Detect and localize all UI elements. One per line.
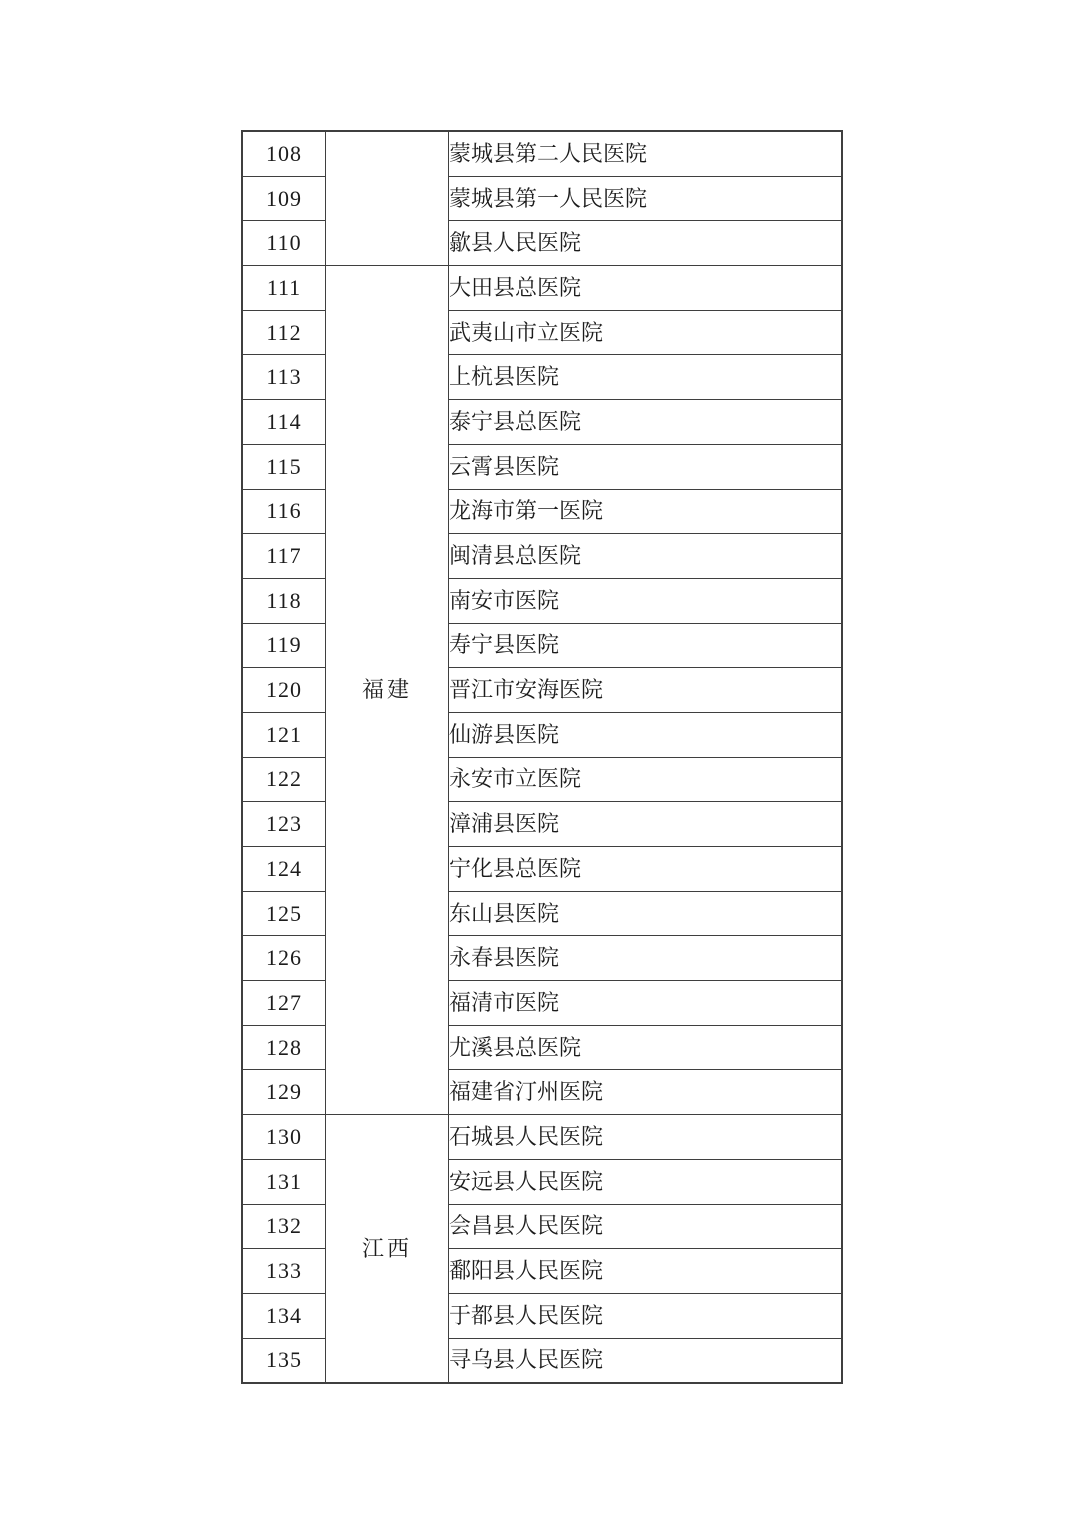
- hospital-name-cell: 泰宁县总医院: [449, 400, 843, 445]
- row-number-cell: 115: [242, 444, 326, 489]
- row-number-cell: 120: [242, 668, 326, 713]
- hospital-name-cell: 仙游县医院: [449, 712, 843, 757]
- row-number-cell: 112: [242, 310, 326, 355]
- row-number-cell: 117: [242, 534, 326, 579]
- hospital-name-cell: 寿宁县医院: [449, 623, 843, 668]
- hospital-name-cell: 蒙城县第一人民医院: [449, 176, 843, 221]
- hospital-name-cell: 鄱阳县人民医院: [449, 1249, 843, 1294]
- row-number-cell: 121: [242, 712, 326, 757]
- row-number-cell: 109: [242, 176, 326, 221]
- hospital-name-cell: 福清市医院: [449, 981, 843, 1026]
- hospital-name-cell: 安远县人民医院: [449, 1159, 843, 1204]
- row-number-cell: 128: [242, 1025, 326, 1070]
- row-number-cell: 127: [242, 981, 326, 1026]
- province-cell: [326, 131, 449, 266]
- hospital-name-cell: 武夷山市立医院: [449, 310, 843, 355]
- row-number-cell: 116: [242, 489, 326, 534]
- hospital-name-cell: 寻乌县人民医院: [449, 1338, 843, 1383]
- row-number-cell: 132: [242, 1204, 326, 1249]
- hospital-name-cell: 上杭县医院: [449, 355, 843, 400]
- hospital-name-cell: 福建省汀州医院: [449, 1070, 843, 1115]
- hospital-name-cell: 永春县医院: [449, 936, 843, 981]
- hospital-name-cell: 歙县人民医院: [449, 221, 843, 266]
- hospital-name-cell: 漳浦县医院: [449, 802, 843, 847]
- hospital-table-body: [242, 131, 842, 1383]
- hospital-name-cell: 宁化县总医院: [449, 847, 843, 892]
- row-number-cell: 114: [242, 400, 326, 445]
- hospital-name-cell: 于都县人民医院: [449, 1293, 843, 1338]
- province-cell: 江西: [326, 1115, 449, 1384]
- table-row: [242, 1115, 842, 1160]
- hospital-name-cell: 蒙城县第二人民医院: [449, 131, 843, 176]
- hospital-name-cell: 会昌县人民医院: [449, 1204, 843, 1249]
- hospital-name-cell: 云霄县医院: [449, 444, 843, 489]
- row-number-cell: 119: [242, 623, 326, 668]
- row-number-cell: 118: [242, 578, 326, 623]
- hospital-name-cell: 大田县总医院: [449, 266, 843, 311]
- row-number-cell: 129: [242, 1070, 326, 1115]
- hospital-table: [241, 130, 843, 1384]
- row-number-cell: 130: [242, 1115, 326, 1160]
- row-number-cell: 131: [242, 1159, 326, 1204]
- hospital-name-cell: 尤溪县总医院: [449, 1025, 843, 1070]
- hospital-name-cell: 南安市医院: [449, 578, 843, 623]
- table-row: [242, 266, 842, 311]
- hospital-name-cell: 晋江市安海医院: [449, 668, 843, 713]
- row-number-cell: 133: [242, 1249, 326, 1294]
- row-number-cell: 125: [242, 891, 326, 936]
- row-number-cell: 122: [242, 757, 326, 802]
- row-number-cell: 126: [242, 936, 326, 981]
- hospital-name-cell: 东山县医院: [449, 891, 843, 936]
- hospital-name-cell: 永安市立医院: [449, 757, 843, 802]
- hospital-name-cell: 石城县人民医院: [449, 1115, 843, 1160]
- province-cell: 福建: [326, 266, 449, 1115]
- row-number-cell: 135: [242, 1338, 326, 1383]
- hospital-name-cell: 闽清县总医院: [449, 534, 843, 579]
- hospital-name-cell: 龙海市第一医院: [449, 489, 843, 534]
- table-row: [242, 131, 842, 176]
- row-number-cell: 134: [242, 1293, 326, 1338]
- document-page: [241, 130, 843, 1384]
- row-number-cell: 124: [242, 847, 326, 892]
- row-number-cell: 123: [242, 802, 326, 847]
- row-number-cell: 110: [242, 221, 326, 266]
- row-number-cell: 113: [242, 355, 326, 400]
- row-number-cell: 111: [242, 266, 326, 311]
- row-number-cell: 108: [242, 131, 326, 176]
